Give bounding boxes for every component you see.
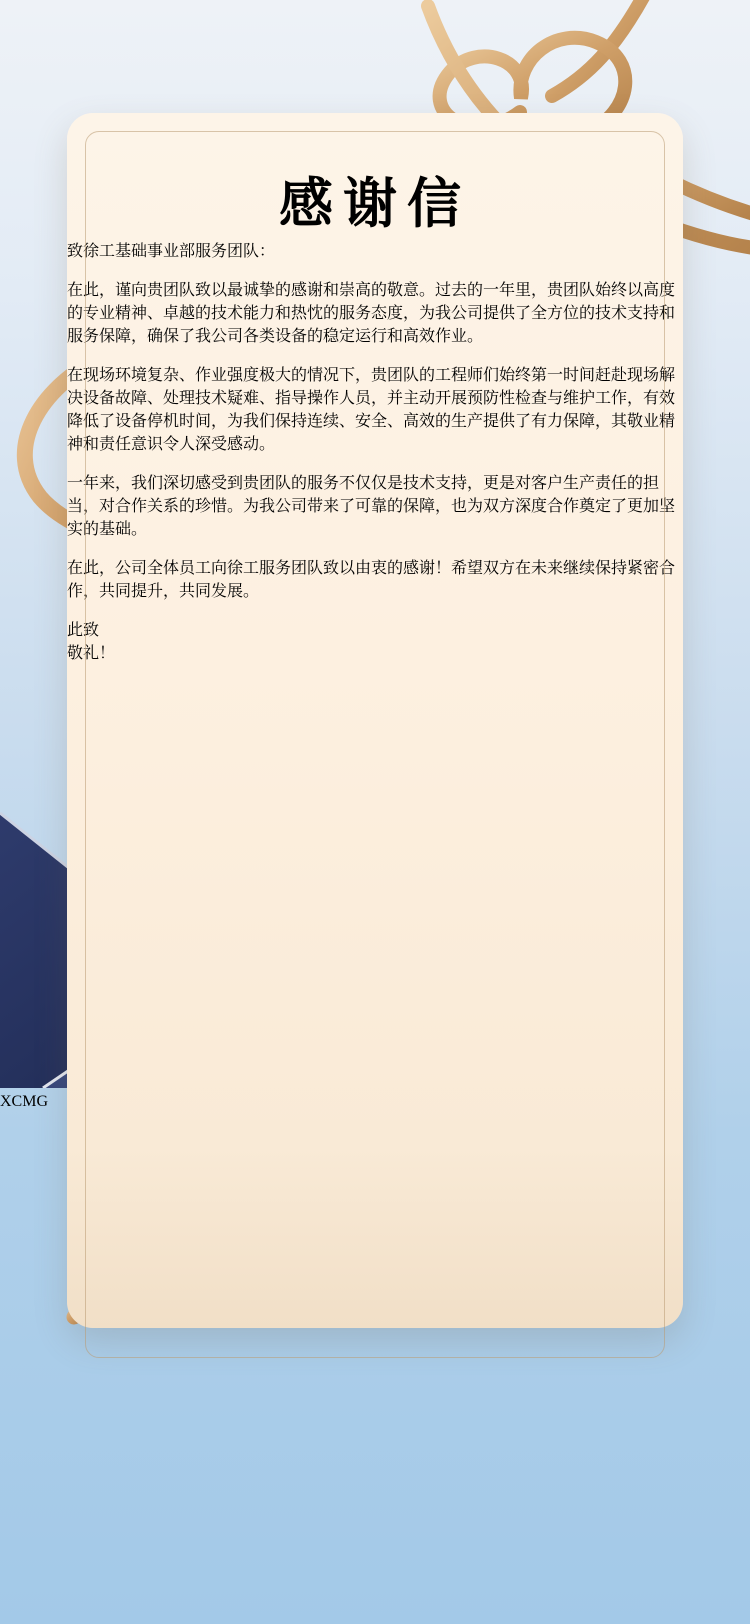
letter-salutation: 致徐工基础事业部服务团队： xyxy=(67,243,276,260)
letter-body xyxy=(67,277,683,601)
xcmg-logo-text: XCMG xyxy=(0,1093,49,1110)
letter-paragraph: 一年来，我们深切感受到贵团队的服务不仅仅是技术支持，更是对客户生产责任的担当，对合作关系的珍惜。为我公司带来了可靠的保障，也为双方深度合作奠定了更加坚实的基础。 xyxy=(67,475,676,538)
letter-title: 感谢信 xyxy=(279,174,471,234)
letter-paragraph: 在现场环境复杂、作业强度极大的情况下，贵团队的工程师们始终第一时间赶赴现场解决设备故障、处理技术疑难、指导操作人员，并主动开展预防性检查与维护工作，有效降低了设备停机时间，为我们保持连续、安全、高效的生产提供了有力保障，其敬业精神和责任意识令人深受感动。 xyxy=(67,367,676,453)
closing-respectfully: 此致 xyxy=(67,622,100,639)
letter-paper xyxy=(67,113,683,1328)
closing-salute: 敬礼！ xyxy=(67,645,116,662)
letter-paragraph: 在此，谨向贵团队致以最诚挚的感谢和崇高的敬意。过去的一年里，贵团队始终以高度的专业精神、卓越的技术能力和热忱的服务态度，为我公司提供了全方位的技术支持和服务保障，确保了我公司各类设备的稳定运行和高效作业。 xyxy=(67,282,676,345)
letter-paragraph: 在此，公司全体员工向徐工服务团队致以由衷的感谢！希望双方在未来继续保持紧密合作，共同提升，共同发展。 xyxy=(67,560,676,600)
